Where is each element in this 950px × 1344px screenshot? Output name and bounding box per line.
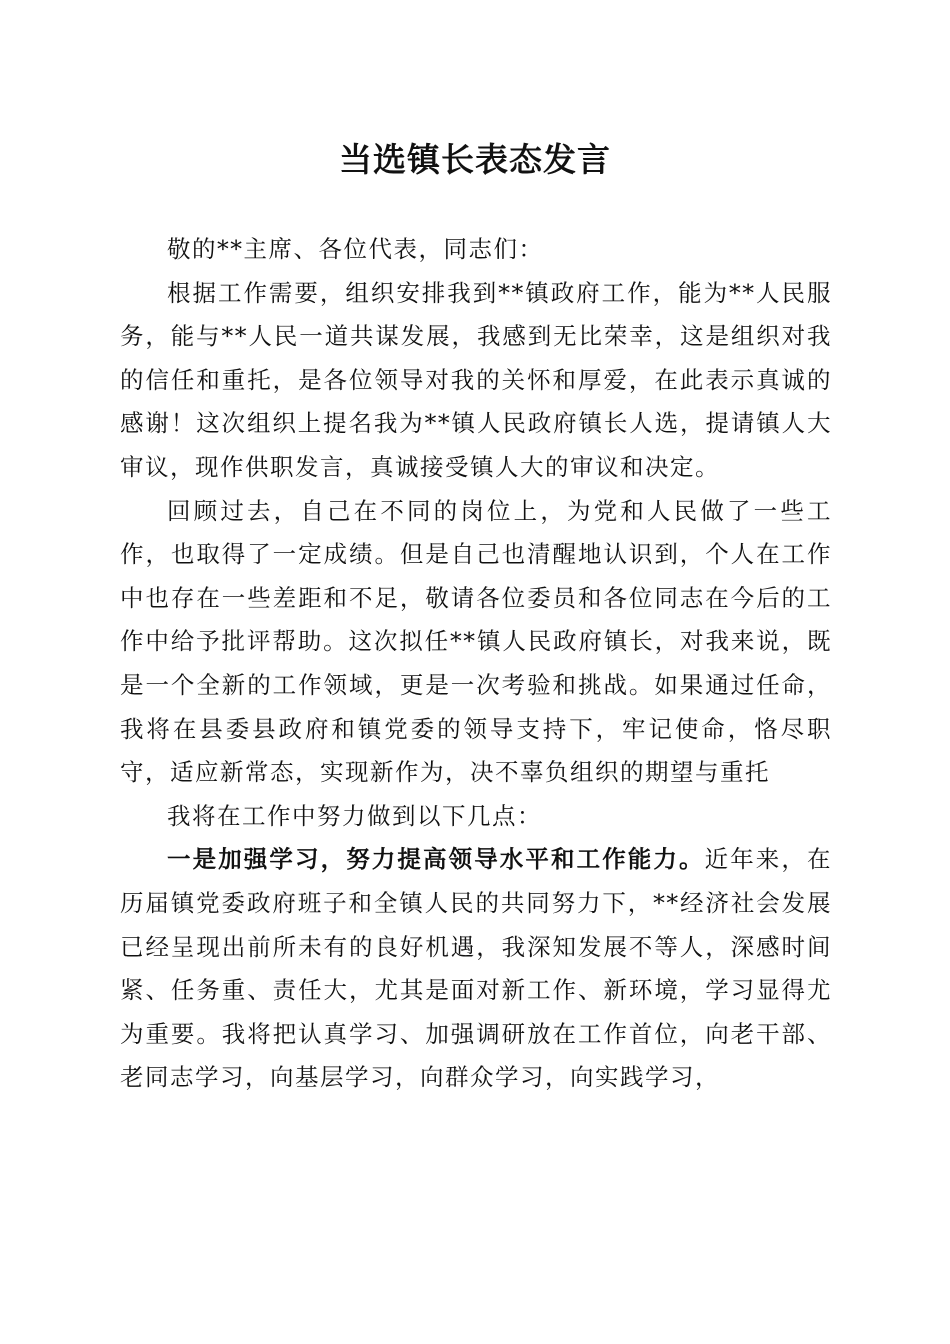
paragraph-3: [120, 795, 832, 839]
paragraph-4-lead: 一是加强学习，努力提高领导水平和工作能力。: [167, 845, 705, 874]
paragraph-4-text: 近年来，在历届镇党委政府班子和全镇人民的共同努力下，**经济社会发展已经呈现出前所未有的良好机遇，我深知发展不等人，深感时间紧、任务重、责任大，尤其是面对新工作、新环境，学习显得尤为重要。我将把认真学习、加强调研放在工作首位，向老干部、老同志学习，向基层学习，向群众学习，向实践学习，: [120, 845, 833, 1092]
paragraph-1: [120, 272, 832, 490]
document-body: [120, 228, 832, 1100]
paragraph-2-text: 回顾过去，自己在不同的岗位上，为党和人民做了一些工作，也取得了一定成绩。但是自己也清醒地认识到，个人在工作中也存在一些差距和不足，敬请各位委员和各位同志在今后的工作中给予批评帮助。这次拟任**镇人民政府镇长，对我来说，既是一个全新的工作领域，更是一次考验和挑战。如果通过任命，我将在县委县政府和镇党委的领导支持下，牢记使命，恪尽职守，适应新常态，实现新作为，决不辜负组织的期望与重托: [120, 496, 832, 787]
paragraph-2: [120, 490, 832, 795]
paragraph-3-text: 我将在工作中努力做到以下几点：: [167, 801, 542, 830]
paragraph-4: [120, 838, 832, 1100]
document-title: 当选镇长表态发言: [339, 140, 611, 179]
salutation: 敬的**主席、各位代表，同志们：: [167, 235, 544, 263]
paragraph-1-text: 根据工作需要，组织安排我到**镇政府工作，能为**人民服务，能与**人民一道共谋发展，我感到无比荣幸，这是组织对我的信任和重托，是各位领导对我的关怀和厚爱，在此表示真诚的感谢！这次组织上提名我为**镇人民政府镇长人选，提请镇人大审议，现作供职发言，真诚接受镇人大的审议和决定。: [120, 278, 832, 481]
